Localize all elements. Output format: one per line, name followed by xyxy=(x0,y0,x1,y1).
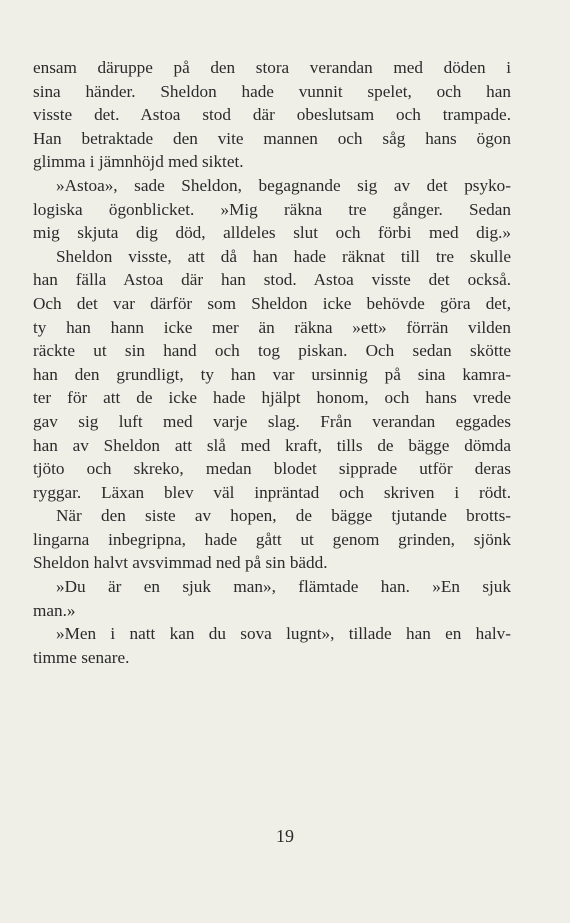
text-line: han av Sheldon att slå med kraft, tills de bägge dömda xyxy=(33,435,511,455)
text-line: sina händer. Sheldon hade vunnit spelet, och han xyxy=(33,81,511,101)
text-line: lingarna inbegripna, hade gått ut genom grinden, sjönk xyxy=(33,529,511,549)
text-line: ensam däruppe på den stora verandan med döden i xyxy=(33,58,511,77)
body-text xyxy=(33,56,511,669)
text-line: Han betraktade den vite mannen och såg hans ögon xyxy=(33,128,511,148)
text-line: Och det var därför som Sheldon icke behövde göra det, xyxy=(33,293,511,313)
text-line: ter för att de icke hade hjälpt honom, och hans vrede xyxy=(33,388,511,408)
text-line: ryggar. Läxan blev väl inpräntad och skriven i rödt. xyxy=(33,482,511,502)
text-line: mig skjuta dig död, alldeles slut och förbi med dig.» xyxy=(33,223,511,243)
text-line: När den siste av hopen, de bägge tjutande brotts- xyxy=(56,506,511,526)
text-line: »Astoa», sade Sheldon, begagnande sig av det psyko- xyxy=(56,175,511,195)
text-line: glimma i jämnhöjd med siktet. xyxy=(33,152,244,172)
page-number: 19 xyxy=(276,826,294,846)
text-line: »Du är en sjuk man», flämtade han. »En sjuk xyxy=(56,577,511,597)
text-line: Sheldon halvt avsvimmad ned på sin bädd. xyxy=(33,553,328,573)
text-line: »Men i natt kan du sova lugnt», tillade han en halv- xyxy=(56,624,511,644)
text-line: timme senare. xyxy=(33,647,130,667)
text-line: han fälla Astoa där han stod. Astoa visste det också. xyxy=(33,270,511,290)
text-line: gav sig luft med varje slag. Från verandan eggades xyxy=(33,411,511,431)
text-line: man.» xyxy=(33,600,76,620)
text-line: tjöto och skreko, medan blodet sipprade utför deras xyxy=(33,459,511,479)
text-line: logiska ögonblicket. »Mig räkna tre gånger. Sedan xyxy=(33,199,511,219)
text-line: han den grundligt, ty han var ursinnig på sina kamra- xyxy=(33,364,511,384)
text-line: räckte ut sin hand och tog piskan. Och sedan skötte xyxy=(33,341,511,361)
text-line: ty han hann icke mer än räkna »ett» förrän vilden xyxy=(33,317,511,337)
text-line: visste det. Astoa stod där obeslutsam och trampade. xyxy=(33,105,511,125)
text-line: Sheldon visste, att då han hade räknat till tre skulle xyxy=(56,246,511,266)
